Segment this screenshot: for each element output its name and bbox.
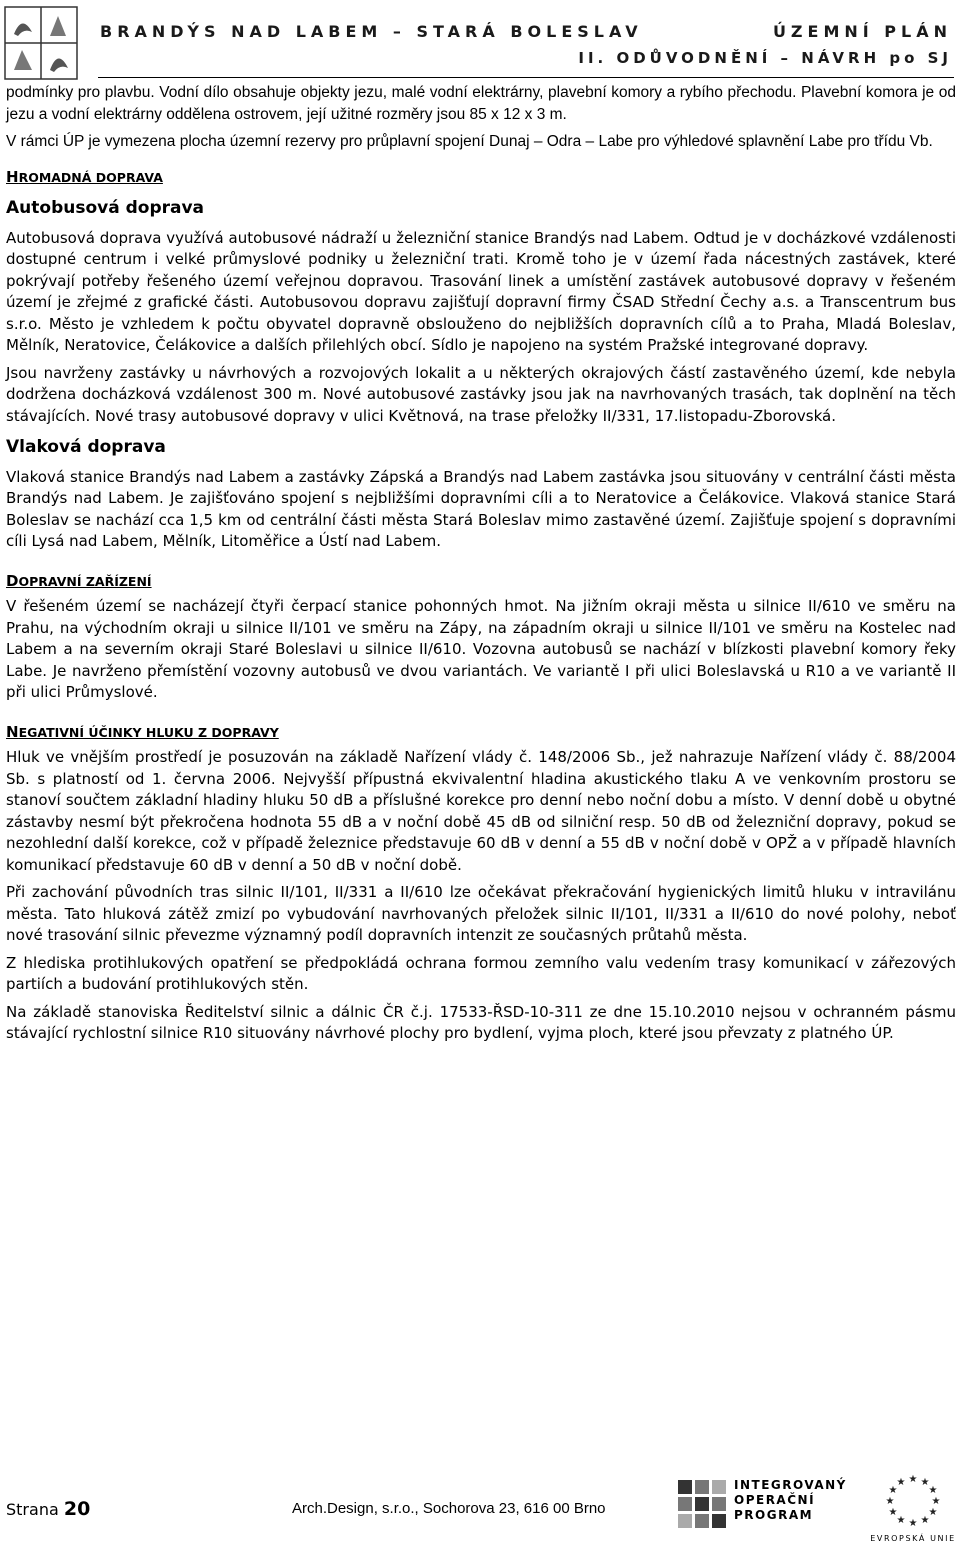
svg-text:★: ★ [885,1496,895,1507]
footer-address: Arch.Design, s.r.o., Sochorova 23, 616 00 Brno [292,1500,606,1517]
eu-flag-icon [870,1470,956,1532]
section-heading-negativni-ucinky-hluku [6,722,956,744]
subsection-heading-vlakova-doprava: Vlaková doprava [6,437,166,457]
iop-logo-text: INTEGROVANÝ OPERAČNÍ PROGRAM [734,1478,847,1522]
paragraph: Při zachování původních tras silnic II/101, II/331 a II/610 lze očekávat překračování hygienických limitů hluku v intravilánu města. Tato hluková zátěž zmizí po vybudování navrhovaných přeložek silnic II/101, II/331 a II/610 do nové polohy, neboť nové trasování silnic převezme významný podíl dopravních intenzit ze současných průtahů města. [6,883,956,944]
header-divider [98,77,954,78]
page-label: Strana [6,1500,59,1519]
svg-text:★: ★ [888,1485,898,1496]
paragraph: V řešeném území se nacházejí čtyři čerpací stanice pohonných hmot. Na jižním okraji města u silnice II/610 ve směru na Prahu, na východním okraji u silnice II/101 ve směru na Zápy, na západním okraji u silnice II/101 ve směru na Kostelec nad Labem a na severním okraji Staré Boleslavi u silnice II/610. Vozovna autobusů se nachází v blízkosti plavební komory řeky Labe. Je navrženo přemístění vozovny autobusů ve dvou variantách. Ve variantě I při ulici Boleslavská u R10 a ve variantě II při ulici Průmyslové. [6,597,956,701]
page-number-value: 20 [63,1498,91,1520]
paragraph: podmínky pro plavbu. Vodní dílo obsahuje objekty jezu, malé vodní elektrárny, plavební komory a rybího přechodu. Plavební komora je od jezu a vodní elektrárny oddělena ostrovem, její užitné rozměry jsou 85 x 12 x 3 m. [6,84,956,123]
svg-text:★: ★ [896,1477,906,1488]
eu-logo [870,1470,956,1548]
document-body [6,82,956,1051]
paragraph: Vlaková stanice Brandýs nad Labem a zastávky Zápská a Brandýs nad Labem zastávka jsou situovány v centrální části města Brandýs nad Labem. Je zajišťováno spojení s nejbližšími dopravními cíli a to Neratovice a Čelákovice. Vlaková stanice Stará Boleslav se nachází cca 1,5 km od centrální části města Stará Boleslav mimo zastavěné území. Zajišťuje spojení s dopravními cíli Lysá nad Labem, Mělník, Litoměřice a Ústí nad Labem. [6,467,956,550]
header-title-left: BRANDÝS NAD LABEM – STARÁ BOLESLAV [100,22,643,41]
heading-initial: H [6,167,19,186]
iop-logo [676,1478,847,1538]
svg-text:★: ★ [888,1507,898,1518]
section-heading-hromadna-doprava [6,167,956,189]
svg-text:★: ★ [931,1496,941,1507]
heading-rest: EGATIVNÍ ÚČINKY HLUKU Z DOPRAVY [18,724,279,740]
paragraph: Jsou navrženy zastávky u návrhových a rozvojových lokalit a u některých okrajových částí zastavěného území, kde nebyla dodržena docházková vzdálenost 300 m. Nové autobusové zastávky jsou jak na navrhovaných trasách, tak doplnění na těch stávajících. Nové trasy autobusové dopravy v ulici Květnová, na trase přeložky II/331, 17.listopadu-Zborovská. [6,363,956,425]
heading-initial: D [6,571,19,590]
paragraph: Autobusová doprava využívá autobusové nádraží u železniční stanice Brandýs nad Labem. Odtud je v docházkové vzdálenosti dostupné centrum i velké průmyslové podniky u železniční trati. Kromě toho je v území řada nácestných zastávek, které pokrývají potřeby řešeného území veřejnou dopravou. Trasování linek a umístění zastávek autobusové dopravy v řešeném území je zřejmé z grafické části. Autobusovou dopravu zajišťují dopravní firmy ČSAD Střední Čechy a.s. a Transcentrum bus s.r.o. Město je vzhledem k počtu obyvatel dopravně obslouženo do nejbližších dopravních cílů a to Praha, Mladá Boleslav, Mělník, Neratovice, Čelákovice a dalších přilehlých obcí. Sídlo je napojeno na systém Pražské integrované dopravy. [6,228,956,354]
iop-logo-icon [676,1478,728,1530]
page-header [0,0,960,80]
section-heading-dopravni-zarizeni [6,571,956,593]
eu-caption: EVROPSKÁ UNIE [870,1534,956,1543]
page-footer [0,1460,960,1548]
svg-text:★: ★ [920,1515,930,1526]
paragraph: V rámci ÚP je vymezena plocha územní rezervy pro průplavní spojení Dunaj – Odra – Labe pro výhledové splavnění Labe pro třídu Vb. [6,133,933,150]
heading-rest: OPRAVNÍ ZAŘÍZENÍ [18,573,152,589]
svg-text:★: ★ [908,1474,918,1485]
coat-of-arms-icon [4,6,78,80]
heading-initial: N [6,722,19,741]
svg-text:★: ★ [928,1485,938,1496]
header-subtitle-right: II. ODŮVODNĚNÍ – NÁVRH po SJ [578,49,952,67]
page-number [6,1498,90,1520]
header-title-right: ÚZEMNÍ PLÁN [772,22,952,41]
svg-text:★: ★ [920,1477,930,1488]
svg-text:★: ★ [908,1518,918,1529]
svg-text:★: ★ [896,1515,906,1526]
subsection-heading-autobusova-doprava: Autobusová doprava [6,198,205,218]
paragraph: Na základě stanoviska Ředitelství silnic a dálnic ČR č.j. 17533-ŘSD-10-311 ze dne 15.10.2010 nejsou v ochranném pásmu stávající rychlostní silnice R10 situovány návrhové plochy pro bydlení, vyjma ploch, které jsou převzaty z platného ÚP. [6,1002,956,1042]
svg-text:★: ★ [928,1507,938,1518]
paragraph: Z hlediska protihlukových opatření se předpokládá ochrana formou zemního valu vedením trasy komunikací v zářezových partiích a budování protihlukových stěn. [6,953,956,993]
paragraph: Hluk ve vnějším prostředí je posuzován na základě Nařízení vlády č. 148/2006 Sb., jež nahrazuje Nařízení vlády č. 88/2004 Sb. s platností od 1. června 2006. Nejvyšší přípustná ekvivalentní hladina akustického tlaku A ve venkovním prostoru se stanoví součtem základní hladiny hluku 50 dB a příslušné korekce pro denní nebo noční dobu a místo. V denní době u obytné zástavby nesmí být překročena hodnota 55 dB a v noční době 45 dB od silniční resp. 50 dB od železniční dopravy, pokud se nezohlední další korekce, což v případě železnice představuje 60 dB v denní a 55 dB v noční době v OPŽ a v případě hlavních komunikací představuje 60 dB v denní a 50 dB v noční době. [6,748,956,874]
heading-rest: ROMADNÁ DOPRAVA [18,169,163,185]
